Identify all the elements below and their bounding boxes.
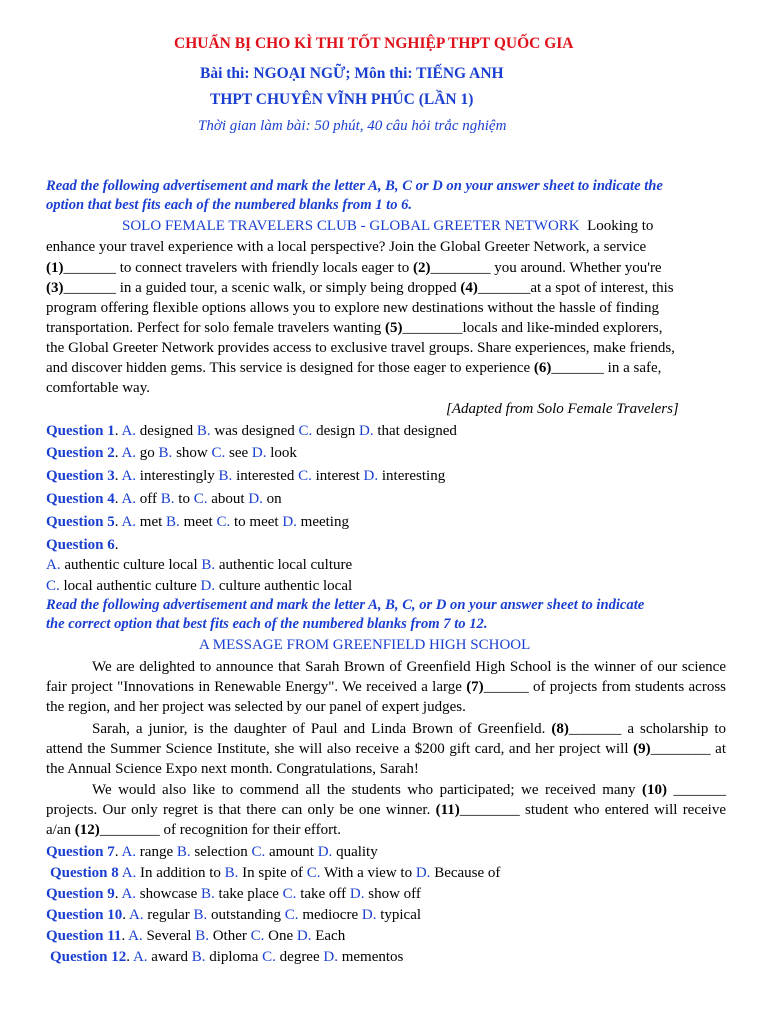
- option-text: quality: [332, 844, 378, 860]
- option-letter-d: D.: [363, 468, 379, 484]
- option-letter-b: B.: [160, 491, 175, 507]
- passage-text: We would also like to commend all the students who participated; we received many: [92, 782, 643, 798]
- option-text: go: [136, 445, 159, 461]
- question-1: Question 1. A. designed B. was designed C. design D. that designed: [46, 423, 457, 439]
- passage-text: ________ at the Annual Science Expo next month. Congratulations, Sarah!: [46, 741, 726, 777]
- option-text: show off: [364, 886, 421, 902]
- option-text: to meet: [230, 514, 283, 530]
- exam-time: Thời gian làm bài: 50 phút, 40 câu hỏi trắc nghiệm: [198, 118, 507, 134]
- section2-instruction-line1: Read the following advertisement and mark the letter A, B, C, or D on your answer sheet to indicate: [46, 597, 645, 613]
- option-letter-d: D.: [323, 949, 338, 965]
- passage-text: ________ you around. Whether you're: [430, 260, 662, 276]
- option-letter-b: B.: [224, 865, 239, 881]
- option-text: Because of: [430, 865, 501, 881]
- section2-paragraph-2: [46, 719, 726, 779]
- question-8: [50, 863, 500, 883]
- option-text: local authentic culture: [59, 578, 201, 594]
- question-6-options-line1: [46, 555, 352, 575]
- section2-instruction-line2: the correct option that best fits each of the numbered blanks from 7 to 12.: [46, 616, 488, 632]
- blank-10-marker: (10): [642, 782, 668, 798]
- question-11: [46, 926, 345, 946]
- blank-6-marker: (6): [533, 360, 552, 376]
- section1-passage-line3: [46, 258, 662, 278]
- question-2: Question 2. A. go B. show C. see D. look: [46, 445, 297, 461]
- option-letter-d: D.: [248, 491, 263, 507]
- option-text: show: [172, 445, 212, 461]
- option-text: off: [136, 491, 161, 507]
- option-letter-d: D.: [317, 844, 333, 860]
- question-label: Question 4: [46, 491, 115, 507]
- section1-passage-line8: [46, 358, 661, 378]
- blank-8-marker: (8): [551, 721, 569, 737]
- option-text: interestingly: [136, 468, 219, 484]
- option-letter-d: D.: [361, 907, 377, 923]
- blank-5-marker: (5): [385, 320, 403, 336]
- option-text: designed: [136, 423, 197, 439]
- option-text: showcase: [136, 886, 202, 902]
- question-separator: .: [121, 928, 129, 944]
- option-text: see: [225, 445, 252, 461]
- option-letter-c: C.: [262, 949, 276, 965]
- option-text: authentic local culture: [215, 557, 353, 573]
- option-text: authentic culture local: [60, 557, 202, 573]
- passage-text: Sarah, a junior, is the daughter of Paul and Linda Brown of Greenfield.: [92, 721, 552, 737]
- option-letter-b: B.: [218, 468, 233, 484]
- option-letter-a: A.: [121, 865, 137, 881]
- blank-12-marker: (12): [74, 822, 100, 838]
- question-12: [50, 947, 403, 967]
- passage-text: ________ of recognition for their effort.: [99, 822, 342, 838]
- passage-text: Looking to: [587, 218, 654, 234]
- option-letter-b: B.: [158, 445, 173, 461]
- passage-text: ______ of projects from students across the region, and her project was selected by our panel of expert judges.: [46, 679, 726, 715]
- question-separator: .: [122, 907, 129, 923]
- section1-passage-line7: the Global Greeter Network provides access to exclusive travel groups. Share experiences, make friends,: [46, 340, 675, 356]
- blank-2-marker: (2): [412, 260, 431, 276]
- option-letter-b: B.: [191, 949, 206, 965]
- option-letter-c: C.: [193, 491, 208, 507]
- question-6: Question 6.: [46, 537, 119, 553]
- section1-instruction-line1: Read the following advertisement and mark the letter A, B, C or D on your answer sheet to indicate the: [46, 178, 663, 194]
- option-letter-c: C.: [211, 445, 226, 461]
- option-letter-b: B.: [166, 514, 180, 530]
- option-text: take place: [214, 886, 283, 902]
- section1-passage-line6: [46, 318, 662, 338]
- option-text: that designed: [373, 423, 457, 439]
- option-letter-d: D.: [349, 886, 365, 902]
- option-text: on: [262, 491, 282, 507]
- question-4: Question 4. A. off B. to C. about D. on: [46, 491, 282, 507]
- section1-passage-line4: [46, 278, 674, 298]
- passage-text: ________locals and like-minded explorers,: [402, 320, 663, 336]
- passage-text: and discover hidden gems. This service is designed for those eager to experience: [46, 360, 534, 376]
- option-text: regular: [143, 907, 194, 923]
- passage-text: transportation. Perfect for solo female travelers wanting: [46, 320, 386, 336]
- option-letter-a: A.: [132, 949, 148, 965]
- option-text: to: [174, 491, 194, 507]
- option-letter-c: C.: [46, 578, 60, 594]
- option-text: In spite of: [238, 865, 307, 881]
- section1-instruction-line2: option that best fits each of the numbered blanks from 1 to 6.: [46, 197, 413, 213]
- question-5: Question 5. A. met B. meet C. to meet D. meeting: [46, 514, 349, 530]
- question-label: Question 7: [46, 844, 115, 860]
- option-letter-b: B.: [201, 886, 215, 902]
- section2-heading: A MESSAGE FROM GREENFIELD HIGH SCHOOL: [199, 637, 531, 653]
- option-text: look: [266, 445, 297, 461]
- option-text: about: [207, 491, 249, 507]
- option-text: Other: [208, 928, 251, 944]
- question-6-options-line2: [46, 576, 352, 596]
- question-label: Question 5: [46, 514, 115, 530]
- section1-passage-line5: program offering flexible options allows you to explore new destinations without the hassle of finding: [46, 300, 659, 316]
- option-letter-a: A.: [121, 886, 137, 902]
- question-label: Question 6: [46, 537, 115, 553]
- option-text: selection: [190, 844, 252, 860]
- option-letter-b: B.: [201, 557, 216, 573]
- option-text: range: [136, 844, 177, 860]
- passage-text: _______ in a safe,: [551, 360, 662, 376]
- question-7: [46, 842, 378, 862]
- option-letter-c: C.: [251, 844, 266, 860]
- option-text: was designed: [210, 423, 299, 439]
- exam-title: CHUẨN BỊ CHO KÌ THI TỐT NGHIỆP THPT QUỐC GIA: [174, 35, 574, 52]
- passage-text: _______ projects. Our only regret is that there can only be one winner.: [46, 782, 726, 818]
- exam-school: THPT CHUYÊN VĨNH PHÚC (LẦN 1): [210, 91, 474, 108]
- question-label: Question 1: [46, 423, 115, 439]
- blank-3-marker: (3): [46, 280, 64, 296]
- option-text: With a view to: [320, 865, 416, 881]
- blank-4-marker: (4): [460, 280, 478, 296]
- blank-1-marker: (1): [46, 260, 64, 276]
- option-letter-c: C.: [298, 468, 312, 484]
- option-letter-c: C.: [298, 423, 313, 439]
- option-text: typical: [376, 907, 422, 923]
- section1-passage-line9: comfortable way.: [46, 380, 150, 396]
- option-letter-a: A.: [121, 844, 137, 860]
- option-text: outstanding: [207, 907, 285, 923]
- blank-7-marker: (7): [466, 679, 484, 695]
- option-letter-b: B.: [176, 844, 191, 860]
- option-text: interest: [311, 468, 364, 484]
- option-letter-c: C.: [306, 865, 321, 881]
- option-letter-b: B.: [195, 928, 209, 944]
- question-separator: .: [126, 949, 133, 965]
- option-text: interested: [232, 468, 299, 484]
- option-text: Each: [311, 928, 346, 944]
- question-10: [46, 905, 421, 925]
- option-letter-a: A.: [128, 907, 144, 923]
- option-text: award: [147, 949, 192, 965]
- question-label: Question 12: [50, 949, 127, 965]
- option-letter-b: B.: [193, 907, 208, 923]
- section1-passage-line2: enhance your travel experience with a local perspective? Join the Global Greeter Network, a service: [46, 239, 647, 255]
- option-text: amount: [265, 844, 318, 860]
- option-letter-a: A.: [121, 514, 137, 530]
- option-letter-c: C.: [250, 928, 265, 944]
- blank-11-marker: (11): [435, 802, 460, 818]
- option-letter-c: C.: [216, 514, 231, 530]
- option-text: met: [136, 514, 167, 530]
- question-label: Question 9: [46, 886, 115, 902]
- option-text: mediocre: [298, 907, 362, 923]
- question-label: Question 11: [46, 928, 122, 944]
- option-letter-a: A.: [46, 557, 61, 573]
- passage-text: _______at a spot of interest, this: [477, 280, 674, 296]
- option-letter-a: A.: [128, 928, 143, 944]
- option-letter-d: D.: [251, 445, 267, 461]
- option-text: interesting: [378, 468, 446, 484]
- question-3: Question 3. A. interestingly B. interested C. interest D. interesting: [46, 468, 446, 484]
- question-label: Question 10: [46, 907, 123, 923]
- option-letter-d: D.: [358, 423, 374, 439]
- section2-paragraph-3: [46, 780, 726, 840]
- option-text: mementos: [337, 949, 404, 965]
- question-separator: .: [114, 844, 122, 860]
- question-label: Question 8: [50, 865, 119, 881]
- passage-text: _______ in a guided tour, a scenic walk, or simply being dropped: [63, 280, 461, 296]
- option-text: diploma: [205, 949, 263, 965]
- option-text: In addition to: [136, 865, 225, 881]
- exam-subject: Bài thi: NGOẠI NGỮ; Môn thi: TIẾNG ANH: [200, 65, 504, 82]
- section2-paragraph-1: [46, 657, 726, 717]
- option-letter-d: D.: [200, 578, 216, 594]
- option-text: design: [312, 423, 359, 439]
- option-text: degree: [275, 949, 324, 965]
- section1-heading: SOLO FEMALE TRAVELERS CLUB - GLOBAL GREETER NETWORK: [122, 218, 580, 234]
- option-letter-a: A.: [121, 423, 137, 439]
- blank-9-marker: (9): [633, 741, 651, 757]
- option-letter-a: A.: [121, 445, 137, 461]
- passage-text: _______ to connect travelers with friendly locals eager to: [63, 260, 413, 276]
- option-text: take off: [296, 886, 350, 902]
- option-letter-c: C.: [282, 886, 297, 902]
- option-text: Several: [142, 928, 196, 944]
- section1-source: [Adapted from Solo Female Travelers]: [446, 401, 679, 417]
- option-text: meeting: [296, 514, 349, 530]
- section1-passage-line1: [122, 216, 653, 236]
- question-label: Question 2: [46, 445, 115, 461]
- option-letter-c: C.: [284, 907, 299, 923]
- passage-text: We are delighted to announce that Sarah Brown of Greenfield High School is the winner of our science fair project "Innovations in Renewable Energy". We received a large: [46, 659, 726, 695]
- option-letter-a: A.: [121, 491, 137, 507]
- option-letter-d: D.: [296, 928, 312, 944]
- question-9: [46, 884, 421, 904]
- option-text: One: [264, 928, 297, 944]
- passage-text: _______ a scholarship to attend the Summer Science Institute, she will also receive a $200 gift card, and her project will: [46, 721, 726, 757]
- question-separator: .: [114, 886, 122, 902]
- option-letter-b: B.: [196, 423, 211, 439]
- option-text: culture authentic local: [215, 578, 353, 594]
- option-letter-d: D.: [415, 865, 431, 881]
- option-letter-a: A.: [121, 468, 137, 484]
- option-letter-d: D.: [282, 514, 297, 530]
- option-text: meet: [179, 514, 217, 530]
- question-label: Question 3: [46, 468, 115, 484]
- passage-text: ________ student who entered will receive a/an: [46, 802, 726, 838]
